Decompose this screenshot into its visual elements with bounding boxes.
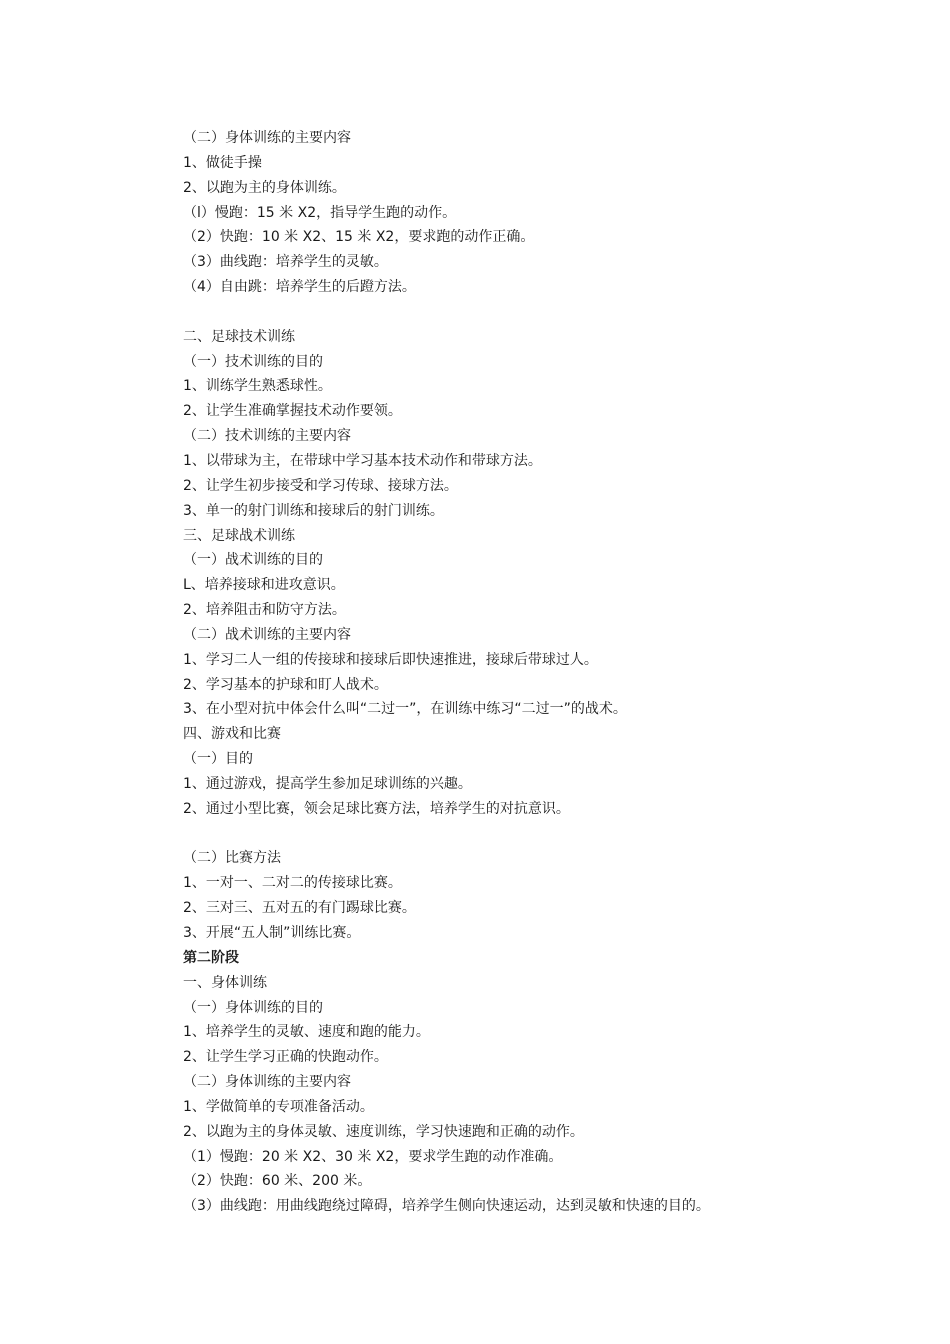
list-item: （4）自由跳：培养学生的后蹬方法。: [183, 279, 416, 296]
list-item: 1、训练学生熟悉球性。: [183, 378, 332, 395]
list-item: 1、学习二人一组的传接球和接球后即快速推进，接球后带球过人。: [183, 651, 598, 668]
list-item: 2、三对三、五对五的有门踢球比赛。: [183, 900, 416, 917]
document-body: [183, 126, 883, 1219]
list-item: （l）慢跑：15 米 X2，指导学生跑的动作。: [183, 204, 457, 221]
list-item: 2、让学生初步接受和学习传球、接球方法。: [183, 477, 458, 494]
list-item: 2、让学生准确掌握技术动作要领。: [183, 403, 402, 420]
list-item: 2、通过小型比赛，领会足球比赛方法，培养学生的对抗意识。: [183, 800, 570, 817]
stage-heading: 第二阶段: [183, 949, 239, 966]
subsection-heading: （二）身体训练的主要内容: [183, 1074, 351, 1091]
list-item: 1、培养学生的灵敏、速度和跑的能力。: [183, 1024, 430, 1041]
subsection-heading: （二）比赛方法: [183, 850, 281, 867]
list-item: 3、单一的射门训练和接球后的射门训练。: [183, 502, 444, 519]
section-heading: 三、足球战术训练: [183, 527, 295, 544]
section-heading: 四、游戏和比赛: [183, 726, 281, 743]
subsection-heading: （二）战术训练的主要内容: [183, 626, 351, 643]
list-item: 3、开展“五人制”训练比赛。: [183, 925, 361, 941]
list-item: （3）曲线跑：培养学生的灵敏。: [183, 254, 388, 271]
subsection-heading: （一）目的: [183, 751, 253, 768]
list-item: 1、学做简单的专项准备活动。: [183, 1098, 374, 1115]
section-heading: （二）身体训练的主要内容: [183, 130, 351, 146]
list-item: 1、通过游戏，提高学生参加足球训练的兴趣。: [183, 775, 472, 792]
subsection-heading: （一）身体训练的目的: [183, 999, 323, 1016]
subsection-heading: （二）技术训练的主要内容: [183, 428, 351, 445]
blank-line: [183, 822, 883, 847]
list-item: 2、以跑为主的身体灵敏、速度训练，学习快速跑和正确的动作。: [183, 1123, 584, 1140]
subsection-heading: （一）技术训练的目的: [183, 353, 323, 370]
list-item: 1、以带球为主，在带球中学习基本技术动作和带球方法。: [183, 452, 542, 469]
list-item: 2、学习基本的护球和盯人战术。: [183, 676, 388, 693]
blank-line: [183, 300, 883, 325]
list-item: （2）快跑：10 米 X2、15 米 X2，要求跑的动作正确。: [183, 229, 535, 246]
list-item: 2、让学生学习正确的快跑动作。: [183, 1049, 388, 1066]
section-heading: 一、身体训练: [183, 974, 267, 991]
list-item: 1、一对一、二对二的传接球比赛。: [183, 875, 402, 892]
list-item: 1、做徒手操: [183, 154, 262, 171]
list-item: 3、在小型对抗中体会什么叫“二过一”，在训练中练习“二过一”的战术。: [183, 701, 627, 718]
list-item: （3）曲线跑：用曲线跑绕过障碍，培养学生侧向快速运动，达到灵敏和快速的目的。: [183, 1198, 710, 1215]
list-item: 2、培养阻击和防守方法。: [183, 602, 346, 619]
list-item: L、培养接球和进攻意识。: [183, 577, 345, 594]
list-item: （2）快跑：60 米、200 米。: [183, 1173, 372, 1190]
section-heading: 二、足球技术训练: [183, 328, 295, 345]
subsection-heading: （一）战术训练的目的: [183, 552, 323, 569]
list-item: （1）慢跑：20 米 X2、30 米 X2，要求学生跑的动作准确。: [183, 1148, 563, 1165]
list-item: 2、以跑为主的身体训练。: [183, 179, 346, 196]
